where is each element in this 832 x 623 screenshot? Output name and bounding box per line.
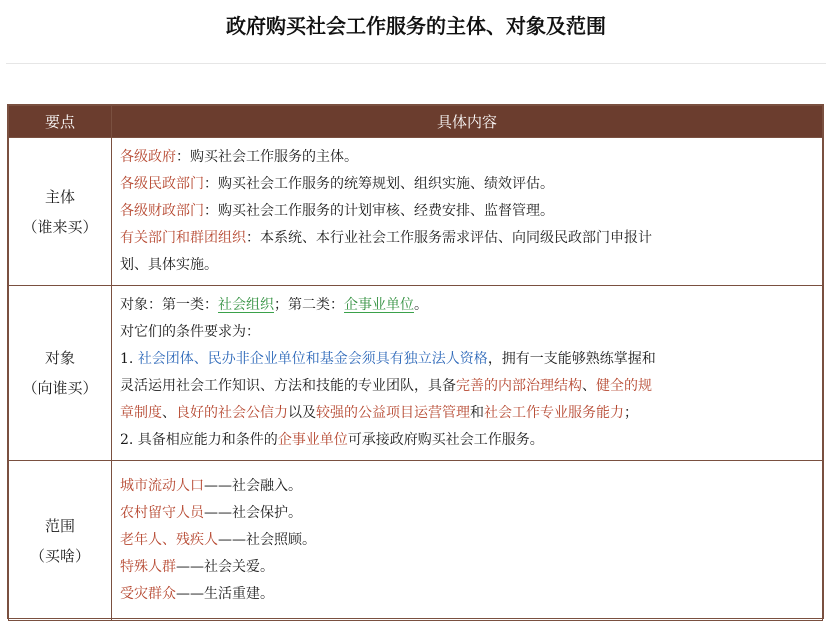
scope-key-sub: （买啥）: [29, 546, 90, 565]
object-requirement-1-cont: 灵活运用社会工作知识、方法和技能的专业团队，具备完善的内部治理结构、健全的规: [120, 378, 652, 394]
list-item: 农村留守人员——社会保护。: [120, 505, 302, 521]
list-item: 城市流动人口——社会融入。: [120, 478, 302, 494]
list-item: 特殊人群——社会关爱。: [120, 559, 274, 575]
header-key: 要点: [9, 106, 112, 138]
table-header-row: [9, 106, 823, 138]
subject-key: 主体: [44, 187, 75, 206]
object-requirement-1-cont2: 章制度、良好的社会公信力以及较强的公益项目运营管理和社会工作专业服务能力；: [120, 405, 638, 421]
subject-key-cell: [9, 138, 112, 286]
object-key: 对象: [44, 349, 75, 367]
object-requirement-1: 1. 社会团体、民办非企业单位和基金会须具有独立法人资格，拥有一支能够熟练掌握和: [120, 351, 656, 367]
scope-content-cell: [112, 461, 823, 621]
object-key-sub: （向谁买）: [22, 379, 98, 397]
scope-key-cell: [9, 461, 112, 621]
list-item: 各级财政部门：购买社会工作服务的计划审核、经费安排、监督管理。: [120, 203, 554, 219]
object-requirements-intro: 对它们的条件要求为：: [120, 324, 260, 340]
list-item: 有关部门和群团组织：本系统、本行业社会工作服务需求评估、向同级民政部门申报计: [120, 230, 652, 246]
list-item-continued: 划、具体实施。: [120, 257, 218, 273]
scope-key: 范围: [44, 516, 75, 535]
list-item: 各级民政部门：购买社会工作服务的统筹规划、组织实施、绩效评估。: [120, 176, 554, 192]
object-requirement-2: 2. 具备相应能力和条件的企事业单位可承接政府购买社会工作服务。: [120, 432, 544, 448]
list-item: 各级政府：购买社会工作服务的主体。: [120, 149, 358, 165]
subject-key-sub: （谁来买）: [22, 217, 98, 236]
subject-content-cell: [112, 138, 823, 286]
object-categories: 对象：第一类：社会组织；第二类：企事业单位。: [120, 297, 428, 313]
object-key-cell: [9, 286, 112, 461]
object-content-cell: [112, 286, 823, 461]
content-table: [7, 104, 824, 619]
header-content: 具体内容: [112, 106, 823, 138]
list-item: 受灾群众——生活重建。: [120, 586, 274, 602]
table-row-scope: [9, 461, 823, 621]
page-title: 政府购买社会工作服务的主体、对象及范围: [226, 14, 606, 38]
list-item: 老年人、残疾人——社会照顾。: [120, 532, 316, 548]
table-row-object: [9, 286, 823, 461]
title-divider: [6, 63, 826, 64]
table-row-subject: [9, 138, 823, 286]
